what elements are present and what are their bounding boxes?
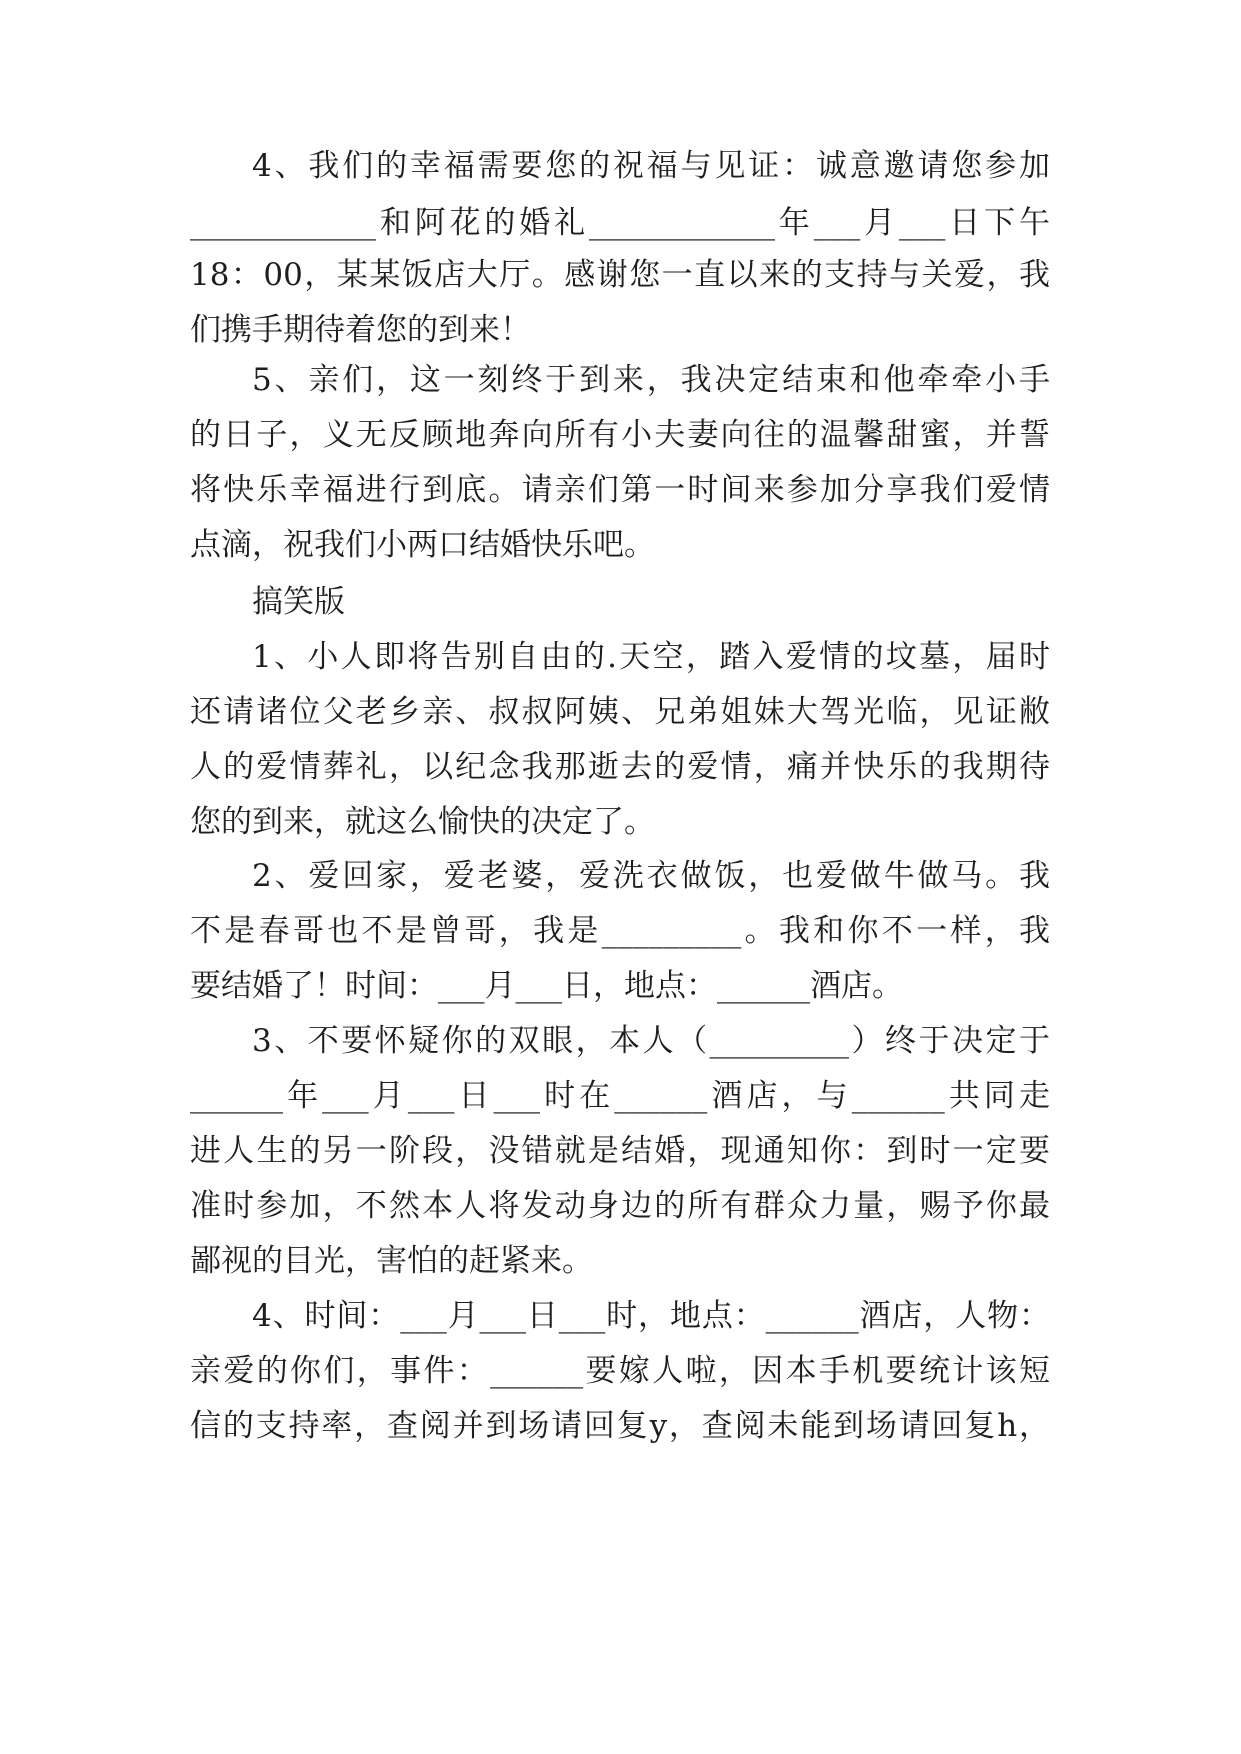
section-heading-funny: 搞笑版 <box>252 584 345 620</box>
funny-1-line-1: 1、小人即将告别自由的.天空，踏入爱情的坟墓，届时 <box>252 639 1050 675</box>
funny-4-line-3: 信的支持率，查阅并到场请回复y，查阅未能到场请回复h， <box>190 1408 1050 1444</box>
funny-2-line-3: 要结婚了！时间：___月___日，地点：______酒店。 <box>190 968 903 1004</box>
paragraph-5-line-1: 5、亲们，这一刻终于到来，我决定结束和他牵牵小手 <box>252 362 1050 398</box>
paragraph-4-line-2: ____________和阿花的婚礼____________年___月___日下午 <box>190 205 1050 241</box>
funny-3-line-3: 进人生的另一阶段，没错就是结婚，现通知你：到时一定要 <box>190 1133 1050 1169</box>
funny-3-line-5: 鄙视的目光，害怕的赶紧来。 <box>190 1243 593 1279</box>
paragraph-5-line-2: 的日子，义无反顾地奔向所有小夫妻向往的温馨甜蜜，并誓 <box>190 417 1050 453</box>
paragraph-5-line-3: 将快乐幸福进行到底。请亲们第一时间来参加分享我们爱情 <box>190 472 1050 508</box>
funny-2-line-1: 2、爱回家，爱老婆，爱洗衣做饭，也爱做牛做马。我 <box>252 858 1050 894</box>
paragraph-4-line-1: 4、我们的幸福需要您的祝福与见证：诚意邀请您参加 <box>252 148 1050 184</box>
funny-1-line-3: 人的爱情葬礼，以纪念我那逝去的爱情，痛并快乐的我期待 <box>190 749 1050 785</box>
funny-1-line-4: 您的到来，就这么愉快的决定了。 <box>190 804 655 840</box>
paragraph-5-line-4: 点滴，祝我们小两口结婚快乐吧。 <box>190 527 655 563</box>
funny-3-line-4: 准时参加，不然本人将发动身边的所有群众力量，赐予你最 <box>190 1188 1050 1224</box>
funny-4-line-2: 亲爱的你们，事件：______要嫁人啦，因本手机要统计该短 <box>190 1353 1050 1389</box>
funny-3-line-2: ______年___月___日___时在______酒店，与______共同走 <box>190 1078 1050 1114</box>
funny-4-line-1: 4、时间：___月___日___时，地点：______酒店，人物： <box>252 1298 1050 1334</box>
funny-3-line-1: 3、不要怀疑你的双眼，本人（_________）终于决定于 <box>252 1023 1050 1059</box>
funny-2-line-2: 不是春哥也不是曾哥，我是_________。我和你不一样，我 <box>190 913 1050 949</box>
paragraph-4-line-3: 18：00，某某饭店大厅。感谢您一直以来的支持与关爱，我 <box>190 257 1050 293</box>
paragraph-4-line-4: 们携手期待着您的到来！ <box>190 312 531 348</box>
funny-1-line-2: 还请诸位父老乡亲、叔叔阿姨、兄弟姐妹大驾光临，见证敝 <box>190 694 1050 730</box>
